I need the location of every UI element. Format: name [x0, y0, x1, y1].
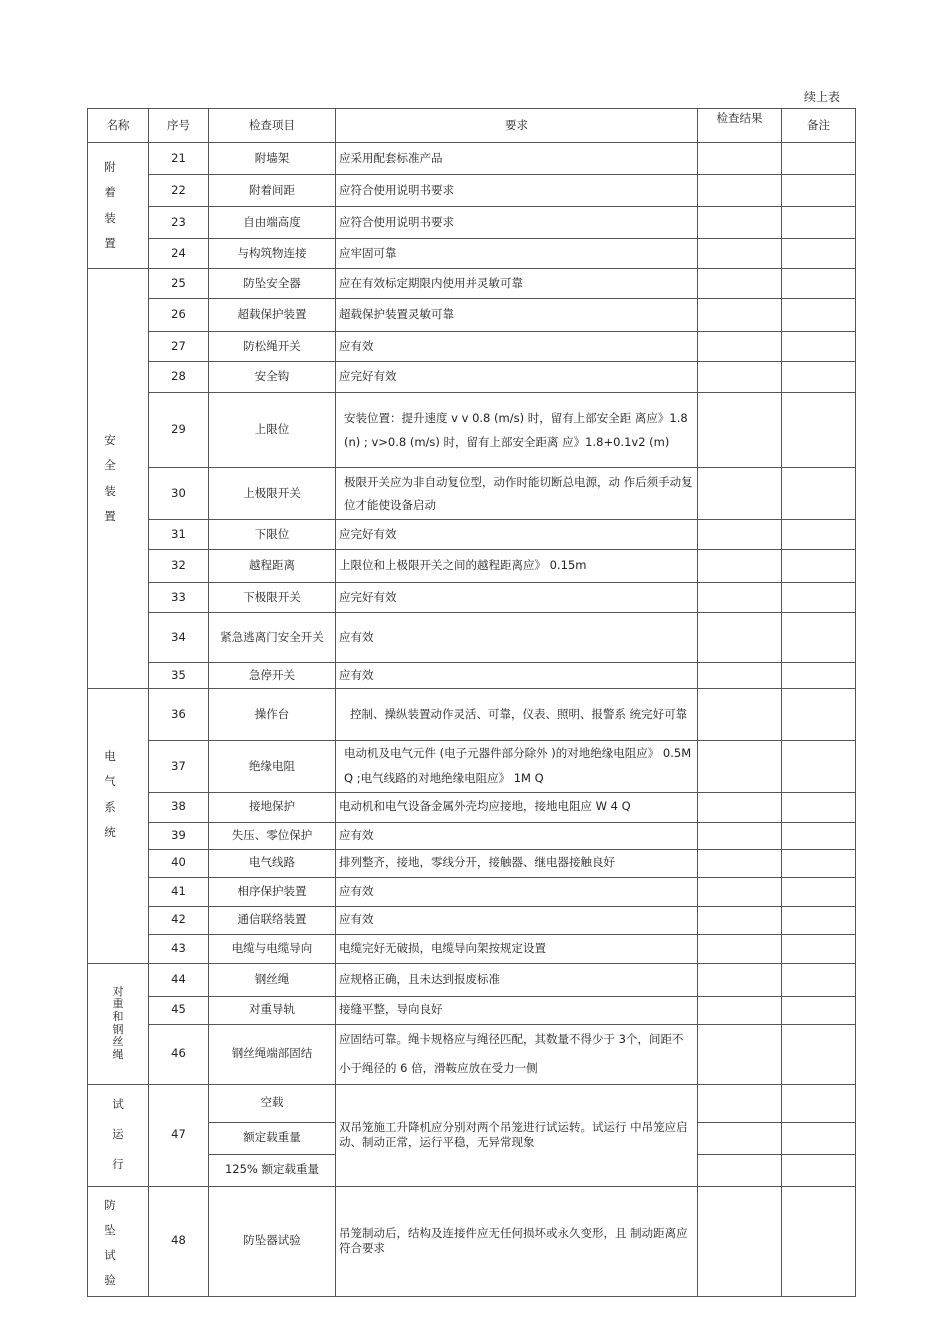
row-requirement: 应有效 [336, 332, 698, 362]
result-cell[interactable] [698, 550, 782, 583]
row-requirement: 应完好有效 [336, 362, 698, 393]
result-cell[interactable] [698, 822, 782, 849]
row-no: 44 [149, 963, 209, 996]
row-requirement: 应规格正确，且未达到报废标准 [336, 963, 698, 996]
row-item: 上极限开关 [209, 468, 336, 520]
result-cell[interactable] [698, 393, 782, 468]
row-requirement: 电缆完好无破损，电缆导向架按规定设置 [336, 934, 698, 963]
table-row [88, 550, 856, 583]
category-trial: 试运行 [88, 1084, 149, 1186]
table-row [88, 934, 856, 963]
category-electric: 电气系统 [88, 689, 149, 964]
row-requirement: 安装位置：提升速度 v v 0.8 (m/s) 时，留有上部安全距 离应》1.8 (n) ; v>0.8 (m/s) 时，留有上部安全距离 应》1.8+0.1v2 (m) [336, 393, 698, 468]
result-cell[interactable] [698, 299, 782, 332]
table-row [88, 269, 856, 299]
row-requirement: 极限开关应为非自动复位型，动作时能切断总电源，动 作后须手动复位才能使设备启动 [336, 468, 698, 520]
remark-cell[interactable] [782, 143, 856, 175]
row-no: 35 [149, 663, 209, 689]
remark-cell[interactable] [782, 362, 856, 393]
row-requirement: 应有效 [336, 663, 698, 689]
row-no: 40 [149, 849, 209, 877]
table-row [88, 583, 856, 613]
table-row [88, 663, 856, 689]
row-item: 自由端高度 [209, 207, 336, 239]
row-item: 超载保护装置 [209, 299, 336, 332]
category-safety: 安全装置 [88, 269, 149, 689]
row-requirement: 应完好有效 [336, 520, 698, 550]
row-requirement: 上限位和上极限开关之间的越程距离应》 0.15m [336, 550, 698, 583]
result-cell[interactable] [698, 332, 782, 362]
row-requirement: 接缝平整，导向良好 [336, 996, 698, 1024]
row-no: 42 [149, 906, 209, 934]
row-requirement: 应采用配套标准产品 [336, 143, 698, 175]
row-item: 下极限开关 [209, 583, 336, 613]
row-no: 32 [149, 550, 209, 583]
result-cell[interactable] [698, 934, 782, 963]
row-no: 27 [149, 332, 209, 362]
table-row [88, 299, 856, 332]
row-no: 26 [149, 299, 209, 332]
row-no: 30 [149, 468, 209, 520]
row-requirement: 应符合使用说明书要求 [336, 207, 698, 239]
result-cell[interactable] [698, 1024, 782, 1084]
row-requirement: 排列整齐，接地，零线分开，接触器、继电器接触良好 [336, 849, 698, 877]
table-row [88, 996, 856, 1024]
row-no: 33 [149, 583, 209, 613]
result-cell[interactable] [698, 1122, 782, 1154]
result-cell[interactable] [698, 520, 782, 550]
remark-cell[interactable] [782, 520, 856, 550]
remark-cell[interactable] [782, 1154, 856, 1186]
remark-cell[interactable] [782, 1084, 856, 1122]
result-cell[interactable] [698, 207, 782, 239]
row-item: 电气线路 [209, 849, 336, 877]
remark-cell[interactable] [782, 934, 856, 963]
remark-cell[interactable] [782, 468, 856, 520]
row-no: 39 [149, 822, 209, 849]
row-no: 29 [149, 393, 209, 468]
row-item: 越程距离 [209, 550, 336, 583]
table-row [88, 207, 856, 239]
remark-cell[interactable] [782, 207, 856, 239]
header-result: 检查结果 [698, 109, 782, 143]
row-no: 45 [149, 996, 209, 1024]
row-item: 绝缘电阻 [209, 741, 336, 793]
row-item: 防松绳开关 [209, 332, 336, 362]
table-row [88, 520, 856, 550]
row-item: 紧急逃离门安全开关 [209, 613, 336, 663]
remark-cell[interactable] [782, 963, 856, 996]
result-cell[interactable] [698, 1084, 782, 1122]
row-requirement: 应符合使用说明书要求 [336, 175, 698, 207]
row-item: 急停开关 [209, 663, 336, 689]
remark-cell[interactable] [782, 822, 856, 849]
remark-cell[interactable] [782, 663, 856, 689]
result-cell[interactable] [698, 689, 782, 741]
remark-cell[interactable] [782, 996, 856, 1024]
row-requirement: 应固结可靠。绳卡规格应与绳径匹配，其数量不得少于 3个，间距不小于绳径的 6 倍，滑鞍应放在受力一侧 [336, 1024, 698, 1084]
result-cell[interactable] [698, 792, 782, 822]
row-item: 防坠器试验 [209, 1186, 336, 1296]
row-no: 43 [149, 934, 209, 963]
row-requirement: 应有效 [336, 613, 698, 663]
result-cell[interactable] [698, 663, 782, 689]
table-row [88, 822, 856, 849]
row-no: 48 [149, 1186, 209, 1296]
result-cell[interactable] [698, 239, 782, 269]
table-row [88, 877, 856, 906]
remark-cell[interactable] [782, 550, 856, 583]
row-requirement: 应有效 [336, 822, 698, 849]
remark-cell[interactable] [782, 1186, 856, 1296]
result-cell[interactable] [698, 877, 782, 906]
header-remark: 备注 [782, 109, 856, 143]
remark-cell[interactable] [782, 792, 856, 822]
row-item: 接地保护 [209, 792, 336, 822]
row-no: 41 [149, 877, 209, 906]
row-requirement: 应完好有效 [336, 583, 698, 613]
result-cell[interactable] [698, 741, 782, 793]
result-cell[interactable] [698, 583, 782, 613]
row-item: 通信联络装置 [209, 906, 336, 934]
table-row [88, 963, 856, 996]
remark-cell[interactable] [782, 906, 856, 934]
table-row [88, 468, 856, 520]
header-name: 名称 [88, 109, 149, 143]
remark-cell[interactable] [782, 239, 856, 269]
row-item: 上限位 [209, 393, 336, 468]
remark-cell[interactable] [782, 175, 856, 207]
table-row [88, 689, 856, 741]
table-row [88, 906, 856, 934]
remark-cell[interactable] [782, 583, 856, 613]
row-requirement: 吊笼制动后，结构及连接件应无任何损坏或永久变形，且 制动距离应符合要求 [336, 1186, 698, 1296]
table-row [88, 362, 856, 393]
result-cell[interactable] [698, 613, 782, 663]
row-no: 36 [149, 689, 209, 741]
row-item: 失压、零位保护 [209, 822, 336, 849]
row-no: 24 [149, 239, 209, 269]
table-row [88, 393, 856, 468]
result-cell[interactable] [698, 269, 782, 299]
header-requirement: 要求 [336, 109, 698, 143]
table-row [88, 1186, 856, 1296]
row-item: 电缆与电缆导向 [209, 934, 336, 963]
category-attach: 附着装置 [88, 143, 149, 269]
remark-cell[interactable] [782, 689, 856, 741]
row-no: 21 [149, 143, 209, 175]
table-row [88, 792, 856, 822]
result-cell[interactable] [698, 143, 782, 175]
table-row [88, 332, 856, 362]
remark-cell[interactable] [782, 269, 856, 299]
table-row [88, 1024, 856, 1084]
result-cell[interactable] [698, 362, 782, 393]
row-no: 31 [149, 520, 209, 550]
result-cell[interactable] [698, 996, 782, 1024]
row-no: 28 [149, 362, 209, 393]
table-row [88, 741, 856, 793]
row-item: 对重导轨 [209, 996, 336, 1024]
table-row [88, 143, 856, 175]
row-no: 46 [149, 1024, 209, 1084]
result-cell[interactable] [698, 468, 782, 520]
row-item: 相序保护装置 [209, 877, 336, 906]
row-item: 与构筑物连接 [209, 239, 336, 269]
header-item: 检查项目 [209, 109, 336, 143]
result-cell[interactable] [698, 849, 782, 877]
header-row [88, 109, 856, 143]
result-cell[interactable] [698, 175, 782, 207]
row-requirement: 应在有效标定期限内使用并灵敏可靠 [336, 269, 698, 299]
row-no: 34 [149, 613, 209, 663]
row-no: 25 [149, 269, 209, 299]
inspection-table [87, 108, 856, 1297]
row-requirement: 电动机及电气元件 (电子元器件部分除外 )的对地绝缘电阻应》 0.5M Q ;电气线路的对地绝缘电阻应》 1M Q [336, 741, 698, 793]
table-row [88, 239, 856, 269]
row-no: 37 [149, 741, 209, 793]
remark-cell[interactable] [782, 332, 856, 362]
result-cell[interactable] [698, 1154, 782, 1186]
remark-cell[interactable] [782, 299, 856, 332]
result-cell[interactable] [698, 906, 782, 934]
row-item: 钢丝绳端部固结 [209, 1024, 336, 1084]
remark-cell[interactable] [782, 741, 856, 793]
remark-cell[interactable] [782, 1122, 856, 1154]
row-no: 22 [149, 175, 209, 207]
row-requirement: 应有效 [336, 877, 698, 906]
table-row [88, 1084, 856, 1122]
result-cell[interactable] [698, 963, 782, 996]
table-row [88, 175, 856, 207]
row-requirement: 应有效 [336, 906, 698, 934]
category-counterweight: 对重和钢丝绳 [88, 963, 149, 1084]
row-requirement: 应牢固可靠 [336, 239, 698, 269]
row-no: 47 [149, 1084, 209, 1186]
remark-cell[interactable] [782, 1024, 856, 1084]
row-requirement: 超载保护装置灵敏可靠 [336, 299, 698, 332]
row-item: 安全钩 [209, 362, 336, 393]
result-cell[interactable] [698, 1186, 782, 1296]
row-item: 下限位 [209, 520, 336, 550]
row-item: 操作台 [209, 689, 336, 741]
row-no: 23 [149, 207, 209, 239]
table-row [88, 613, 856, 663]
remark-cell[interactable] [782, 613, 856, 663]
row-item: 钢丝绳 [209, 963, 336, 996]
row-requirement: 控制、操纵装置动作灵活、可靠，仪表、照明、报警系 统完好可靠 [336, 689, 698, 741]
header-no: 序号 [149, 109, 209, 143]
remark-cell[interactable] [782, 393, 856, 468]
row-item: 空载 [209, 1084, 336, 1122]
table-row [88, 849, 856, 877]
row-item: 防坠安全器 [209, 269, 336, 299]
continued-label: 续上表 [803, 90, 840, 104]
row-requirement: 电动机和电气设备金属外壳均应接地，接地电阻应 W 4 Q [336, 792, 698, 822]
row-item: 125% 额定载重量 [209, 1154, 336, 1186]
row-item: 附墙架 [209, 143, 336, 175]
row-no: 38 [149, 792, 209, 822]
remark-cell[interactable] [782, 849, 856, 877]
remark-cell[interactable] [782, 877, 856, 906]
category-fall-test: 防坠试验 [88, 1186, 149, 1296]
row-item: 额定载重量 [209, 1122, 336, 1154]
row-requirement: 双吊笼施工升降机应分别对两个吊笼进行试运转。试运行 中吊笼应启动、制动正常，运行平稳，无异常现象 [336, 1084, 698, 1186]
row-item: 附着间距 [209, 175, 336, 207]
